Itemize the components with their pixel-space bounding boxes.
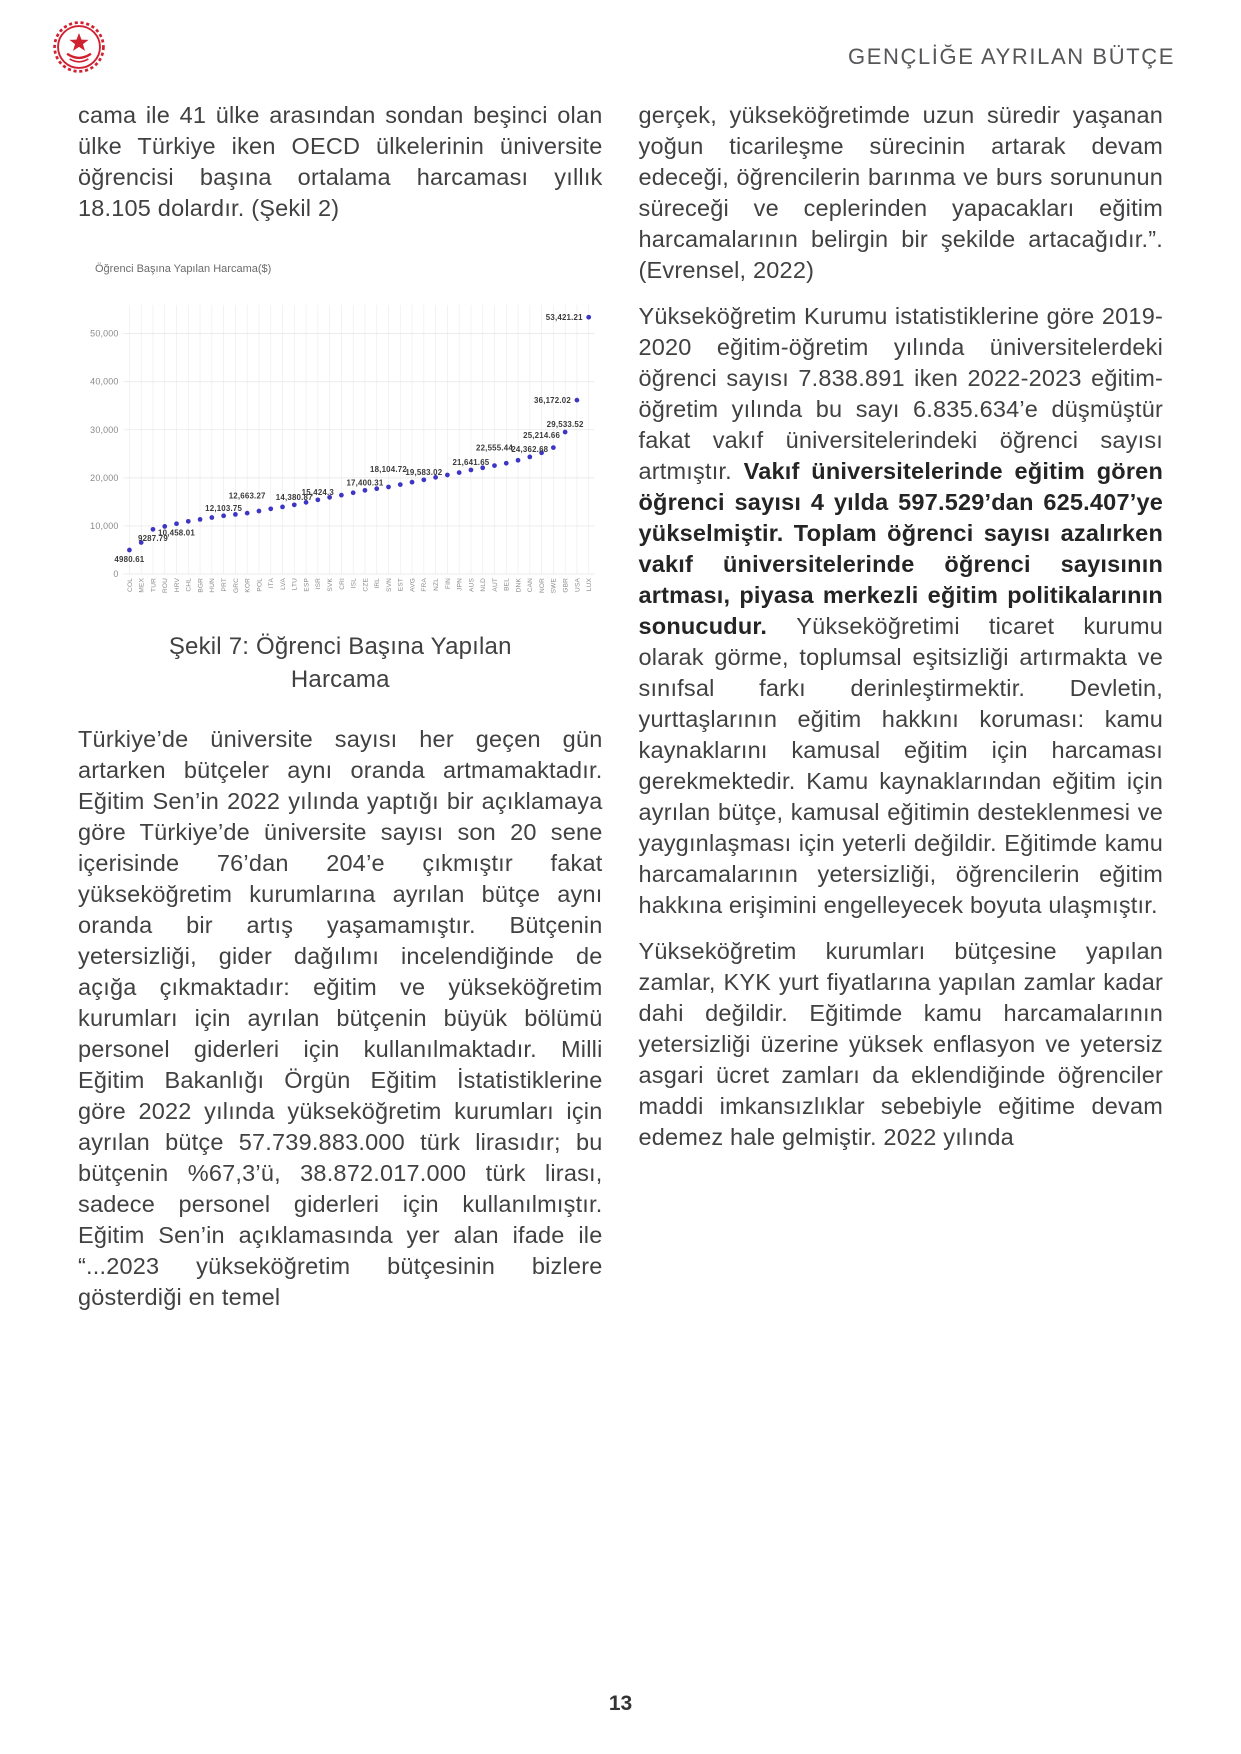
data-point (351, 490, 356, 495)
data-point (221, 513, 226, 518)
svg-text:CHL: CHL (185, 577, 193, 592)
data-point (551, 445, 556, 450)
data-point (575, 398, 580, 403)
data-point (151, 527, 156, 532)
tip-logo (52, 20, 106, 74)
left-column (78, 100, 603, 1328)
svg-text:USA: USA (574, 577, 582, 592)
data-point (527, 455, 532, 460)
svg-text:21,641.65: 21,641.65 (452, 458, 490, 468)
svg-text:TUR: TUR (150, 577, 158, 592)
data-point (363, 488, 368, 493)
data-point (209, 515, 214, 520)
svg-text:LUX: LUX (586, 577, 594, 592)
svg-text:ROU: ROU (162, 577, 170, 594)
svg-text:JPN: JPN (456, 577, 464, 591)
svg-text:50,000: 50,000 (90, 328, 119, 339)
data-point (174, 521, 179, 526)
data-point (268, 506, 273, 511)
svg-text:PRT: PRT (220, 577, 228, 592)
data-point (445, 473, 450, 478)
paragraph: Türkiye’de üniversite sayısı her geçen gün artarken bütçeler aynı oranda artmamaktadır. Eğitim Sen’in 2022 yılında yaptığı bir açıklamaya göre Türkiye’de üniversite sayısı son 20 sene içerisinde 76’dan 204’e çıkmıştır fakat yükseköğretim kurumlarına ayrılan bütçe aynı oranda bir artış yaşamamıştır. Bütçenin yetersizliği, gider dağılımı incelendiğinde de açığa çıkmaktadır: eğitim ve yükseköğretim kurumları için ayrılan bütçenin büyük bölümü personel giderleri için kullanılmaktadır. Milli Eğitim Bakanlığı Örgün Eğitim İstatistiklerine göre 2022 yılında yükseköğretim kurumları için ayrılan bütçe 57.739.883.000 türk lirasıdır; bu bütçenin %67,3’ü, 38.872.017.000 türk lirası, sadece personel giderleri için kullanılmıştır. Eğitim Sen’in açıklamasında yer alan ifade ile “...2023 yükseköğretim bütçesinin bizlere gösterdiği en temel (78, 725, 603, 1310)
data-point (457, 470, 462, 475)
svg-text:CRI: CRI (338, 577, 346, 590)
svg-text:25,214.66: 25,214.66 (523, 430, 561, 440)
svg-text:FRA: FRA (421, 577, 429, 592)
svg-text:LTU: LTU (291, 577, 299, 591)
svg-text:ISR: ISR (315, 577, 323, 590)
data-point (492, 463, 497, 468)
svg-text:4980.61: 4980.61 (114, 554, 145, 564)
svg-text:POL: POL (256, 577, 264, 592)
data-point (315, 497, 320, 502)
svg-text:SVK: SVK (326, 577, 334, 592)
svg-text:EST: EST (397, 577, 405, 592)
data-point (410, 480, 415, 485)
svg-text:IRL: IRL (374, 577, 382, 589)
svg-text:30,000: 30,000 (90, 424, 119, 435)
data-point (469, 468, 474, 473)
svg-text:19,583.02: 19,583.02 (405, 467, 443, 477)
svg-text:14,380.87: 14,380.87 (275, 492, 313, 502)
svg-text:53,421.21: 53,421.21 (545, 313, 583, 323)
content-columns (66, 100, 1175, 1328)
svg-text:9287.79: 9287.79 (137, 534, 168, 544)
data-point (257, 509, 262, 514)
data-point (339, 493, 344, 498)
svg-text:LVA: LVA (279, 577, 287, 590)
data-point (186, 519, 191, 524)
right-column (639, 100, 1164, 1328)
chart-legend (80, 254, 603, 285)
data-point (504, 461, 509, 466)
data-point (586, 315, 591, 320)
svg-text:24,362.68: 24,362.68 (511, 444, 549, 454)
svg-text:GRC: GRC (232, 577, 240, 594)
svg-text:NOR: NOR (538, 577, 546, 594)
scatter-chart (78, 287, 603, 618)
svg-text:40,000: 40,000 (90, 376, 119, 387)
svg-text:12,663.27: 12,663.27 (228, 491, 266, 501)
svg-text:AUT: AUT (491, 577, 499, 592)
svg-text:ISL: ISL (350, 577, 358, 589)
svg-text:FIN: FIN (444, 577, 452, 590)
svg-text:ITA: ITA (268, 577, 276, 589)
svg-text:HUN: HUN (209, 577, 217, 593)
data-point (421, 477, 426, 482)
legend-swatch (80, 265, 89, 274)
svg-text:NZL: NZL (432, 577, 440, 591)
svg-text:17,400.31: 17,400.31 (346, 478, 384, 488)
svg-text:SWE: SWE (550, 577, 558, 594)
svg-text:20,000: 20,000 (90, 472, 119, 483)
svg-text:10,000: 10,000 (90, 520, 119, 531)
data-point (127, 548, 132, 553)
data-point (516, 458, 521, 463)
data-point (292, 502, 297, 507)
svg-text:BGR: BGR (197, 577, 205, 593)
svg-text:SVN: SVN (385, 577, 393, 592)
svg-text:GBR: GBR (562, 577, 570, 593)
data-point (198, 517, 203, 522)
figure-spending-per-student (78, 254, 603, 696)
paragraph: Yükseköğretim kurumları bütçesine yapılan zamlar, KYK yurt fiyatlarına yapılan zamlar kadar dahi değildir. Eğitimde kamu harcamalarının yetersizliği üzerine yüksek enflasyon ve yetersiz asgari ücret zamları da eklendiğinde öğrenciler maddi imkansızlıklar sebebiyle eğitime devam edemez hale gelmiştir. 2022 yılında (638, 938, 1163, 1150)
svg-text:NLD: NLD (480, 577, 488, 592)
svg-text:36,172.02: 36,172.02 (534, 396, 571, 406)
data-point (280, 505, 285, 510)
data-point (245, 511, 250, 516)
svg-text:18,104.72: 18,104.72 (370, 465, 407, 475)
paragraph: cama ile 41 ülke arasından sondan beşinci olan ülke Türkiye iken OECD ülkelerinin üniversite öğrencisi başına ortalama harcaması yıllık 18.105 dolardır. (Şekil 2) (78, 102, 603, 221)
svg-text:10,458.01: 10,458.01 (158, 528, 196, 538)
svg-text:15,424.3: 15,424.3 (301, 487, 335, 497)
legend-label: Öğrenci Başına Yapılan Harcama($) (95, 263, 272, 275)
svg-text:DNK: DNK (515, 577, 523, 593)
data-point (386, 485, 391, 490)
paragraph: gerçek, yükseköğretimde uzun süredir yaşanan yoğun ticarileşme sürecinin artarak devam edeceği, öğrencilerin barınma ve burs sorununun süreceği ve ceplerinden yapacakları eğitim harcamalarının belirgin bir şekilde artacağıdır.”. (Evrensel, 2022) (638, 102, 1163, 283)
svg-text:KOR: KOR (244, 577, 252, 593)
svg-text:AVG: AVG (409, 577, 417, 592)
data-point (563, 430, 568, 435)
page-header-title: GENÇLİĞE AYRILAN BÜTÇE (848, 44, 1175, 69)
page-number: 13 (608, 1692, 633, 1715)
svg-text:AUS: AUS (468, 577, 476, 592)
svg-text:ESP: ESP (303, 577, 311, 592)
data-point (398, 482, 403, 487)
svg-text:HRV: HRV (173, 577, 181, 593)
paragraph: Yükseköğretim Kurumu istatistiklerine göre 2019-2020 eğitim-öğretim yılında üniversitelerdeki öğrenci sayısı 7.838.891 iken 2022-2023 eğitim-öğretim yılında bu sayı 6.835.634’e düşmüştür fakat vakıf üniversitelerindeki öğrenci sayısı artmıştır. Vakıf üniversitelerinde eğitim gören öğrenci sayısı 4 yılda 597.529’dan 625.407’ye yükselmiştir. Toplam öğrenci sayısı azalırken vakıf üniversitelerinde öğrenci sayısının artması, piyasa merkezli eğitim politikalarının sonucudur. Yükseköğretimi ticaret kurumu olarak görme, toplumsal eşitsizliği artırmakta ve sınıfsal farkı derinleştirmektir. Devletin, yurttaşlarının eğitim hakkını koruması: kamu kaynaklarını kamusal eğitim için harcaması gerekmektedir. Kamu kaynaklarından eğitim için ayrılan bütçe, kamusal eğitimin desteklenmesi ve yaygınlaşması için yeterli değildir. Eğitimde kamu harcamalarının yetersizliği, öğrencilerin eğitim hakkına erişimini engelleyecek boyuta ulaşmıştır. (638, 303, 1163, 918)
svg-text:COL: COL (126, 577, 134, 592)
svg-text:0: 0 (113, 568, 119, 579)
svg-text:BEL: BEL (503, 577, 511, 591)
figure-caption: Şekil 7: Öğrenci Başına Yapılan Harcama (168, 632, 512, 693)
svg-text:MEX: MEX (138, 577, 146, 593)
svg-text:12,103.75: 12,103.75 (205, 503, 243, 513)
svg-text:CAN: CAN (527, 577, 535, 593)
page-header (66, 24, 1175, 74)
svg-text:22,555.44: 22,555.44 (475, 443, 513, 453)
svg-text:CZE: CZE (362, 577, 370, 592)
svg-text:29,533.52: 29,533.52 (546, 420, 584, 430)
